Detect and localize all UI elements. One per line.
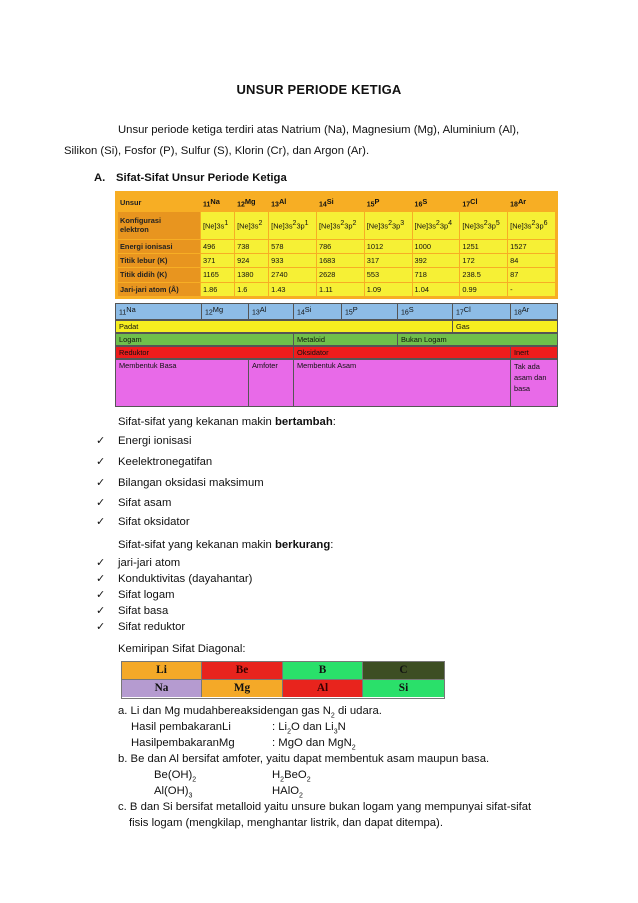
properties-table xyxy=(115,191,558,299)
value-cell: 1251 xyxy=(460,240,507,253)
row-label-energi: Energi ionisasi xyxy=(118,240,200,253)
trends-reduktor: Reduktor xyxy=(116,347,294,358)
value-cell: 786 xyxy=(317,240,364,253)
properties-header-al: $_{13}$Al xyxy=(269,194,316,211)
value-cell: 718 xyxy=(413,268,460,281)
increasing-intro: Sifat-sifat yang kekanan makin bertambah: xyxy=(118,416,336,428)
page-title: UNSUR PERIODE KETIGA xyxy=(236,82,402,97)
checkmark-icon: ✓ xyxy=(96,605,106,617)
value-cell: 1.04 xyxy=(413,283,460,296)
diagonal-cell-na: Na xyxy=(122,680,202,697)
value-cell: 924 xyxy=(235,254,268,267)
value-cell: 317 xyxy=(365,254,412,267)
trends-element-ar: $_{18}$Ar xyxy=(514,305,530,317)
properties-header-label: Unsur xyxy=(118,194,200,211)
value-cell: 1.86 xyxy=(201,283,234,296)
value-cell: 1380 xyxy=(235,268,268,281)
properties-header-cl: $_{17}$Cl xyxy=(460,194,507,211)
trends-inert: Inert xyxy=(514,348,529,357)
config-cell: $[Ne]3s^23p^2$ xyxy=(317,212,364,239)
checkmark-icon: ✓ xyxy=(96,516,106,528)
trends-redox-row xyxy=(115,346,558,359)
diagonal-cell-si: Si xyxy=(363,680,444,697)
config-cell: $[Ne]3s^1$ xyxy=(201,212,234,239)
trends-element-si: $_{14}$Si xyxy=(294,304,342,319)
properties-config-label: Konfigurasi elektron xyxy=(118,212,200,239)
value-cell: 1012 xyxy=(365,240,412,253)
trends-element-s: $_{16}$S xyxy=(398,304,453,319)
properties-header-si: $_{14}$Si xyxy=(317,194,364,211)
row-label-jari-jari: Jari-jari atom (Å) xyxy=(118,283,200,296)
trends-acidbase-row xyxy=(115,359,558,407)
note-c-line-2: fisis logam (mengkilap, menghantar listrik, dan dapat ditempa). xyxy=(129,817,443,829)
config-cell: $[Ne]3s^2$ xyxy=(235,212,268,239)
trends-membentuk-asam: Membentuk Asam xyxy=(294,360,511,406)
trends-element-p: $_{15}$P xyxy=(342,304,398,319)
note-b1-right: $H_2BeO_2$ xyxy=(272,769,311,784)
config-cell: $[Ne]3s^23p^1$ xyxy=(269,212,316,239)
checkmark-icon: ✓ xyxy=(96,497,106,509)
diagonal-cell-mg: Mg xyxy=(202,680,283,697)
value-cell: 2628 xyxy=(317,268,364,281)
diagonal-cell-b: B xyxy=(283,662,363,679)
value-cell: 1683 xyxy=(317,254,364,267)
section-a-heading xyxy=(94,172,287,184)
value-cell: 172 xyxy=(460,254,507,267)
list-item: ✓ Konduktivitas (dayahantar) xyxy=(96,573,253,585)
config-cell: $[Ne]3s^23p^5$ xyxy=(460,212,507,239)
trends-padat: Padat xyxy=(116,321,453,332)
properties-header-p: $_{15}$P xyxy=(365,194,412,211)
value-cell: 84 xyxy=(508,254,555,267)
note-b1-left: $Be(OH)_2$ xyxy=(154,769,197,784)
note-a1-label: Hasil pembakaranLi xyxy=(131,721,231,733)
config-cell: $[Ne]3s^23p^3$ xyxy=(365,212,412,239)
trends-gas: Gas xyxy=(456,322,470,331)
checkmark-icon: ✓ xyxy=(96,477,106,489)
value-cell: 1.09 xyxy=(365,283,412,296)
value-cell: 1.11 xyxy=(317,283,364,296)
value-cell: 1.6 xyxy=(235,283,268,296)
value-cell: - xyxy=(508,283,555,296)
value-cell: 1000 xyxy=(413,240,460,253)
list-item: ✓ Sifat logam xyxy=(96,589,175,601)
value-cell: 1165 xyxy=(201,268,234,281)
config-cell: $[Ne]3s^23p^4$ xyxy=(413,212,460,239)
checkmark-icon: ✓ xyxy=(96,456,106,468)
diagonal-divider xyxy=(122,679,444,680)
row-label-titik-lebur: Titik lebur (K) xyxy=(118,254,200,267)
note-b2-left: $Al(OH)_3$ xyxy=(154,785,193,800)
list-item: ✓ jari-jari atom xyxy=(96,557,181,569)
list-item: ✓ Sifat oksidator xyxy=(96,516,190,528)
diagonal-heading: Kemiripan Sifat Diagonal: xyxy=(118,643,246,655)
value-cell: 371 xyxy=(201,254,234,267)
checkmark-icon: ✓ xyxy=(96,589,106,601)
note-a1-value: : $Li_2O$ dan $Li_3N$ xyxy=(272,721,346,736)
value-cell: 2740 xyxy=(269,268,316,281)
checkmark-icon: ✓ xyxy=(96,435,106,447)
trends-logam: Logam xyxy=(116,334,294,345)
list-item: ✓ Keelektronegatifan xyxy=(96,456,213,468)
diagonal-cell-be: Be xyxy=(202,662,283,679)
trends-membentuk-basa: Membentuk Basa xyxy=(116,360,249,406)
config-cell: $[Ne]3s^23p^6$ xyxy=(508,212,555,239)
trends-element-al: $_{13}$Al xyxy=(249,304,294,319)
checkmark-icon: ✓ xyxy=(96,621,106,633)
trends-element-cl: $_{17}$Cl xyxy=(453,304,511,319)
value-cell: 392 xyxy=(413,254,460,267)
properties-header-mg: $_{12}$Mg xyxy=(235,194,268,211)
properties-header-na: $_{11}$Na xyxy=(201,194,234,211)
trends-table xyxy=(115,303,558,407)
value-cell: 496 xyxy=(201,240,234,253)
trends-metal-row xyxy=(115,333,558,346)
note-b: b. Be dan Al bersifat amfoter, yaitu dapat membentuk asam maupun basa. xyxy=(118,753,490,765)
list-item: ✓ Sifat asam xyxy=(96,497,172,509)
trends-element-na: $_{11}$Na xyxy=(116,304,202,319)
trends-phase-row xyxy=(115,320,558,333)
note-a: a. Li dan Mg mudahbereaksidengan gas $N_2$ di udara. xyxy=(118,705,382,720)
row-label-titik-didih: Titik didih (K) xyxy=(118,268,200,281)
checkmark-icon: ✓ xyxy=(96,573,106,585)
trends-elements-row xyxy=(115,303,558,320)
list-item: ✓ Sifat reduktor xyxy=(96,621,186,633)
list-item: ✓ Sifat basa xyxy=(96,605,169,617)
value-cell: 0.99 xyxy=(460,283,507,296)
list-item: ✓ Bilangan oksidasi maksimum xyxy=(96,477,264,489)
trends-element-mg: $_{12}$Mg xyxy=(202,304,249,319)
value-cell: 1527 xyxy=(508,240,555,253)
value-cell: 1.43 xyxy=(269,283,316,296)
note-a2-value: : MgO dan MgN$_2$ xyxy=(272,737,356,752)
decreasing-intro: Sifat-sifat yang kekanan makin berkurang: xyxy=(118,539,334,551)
value-cell: 738 xyxy=(235,240,268,253)
trends-metaloid: Metaloid xyxy=(294,334,398,345)
section-a-number: A. xyxy=(94,172,106,184)
value-cell: 578 xyxy=(269,240,316,253)
note-c-line-1: c. B dan Si bersifat metalloid yaitu unsure bukan logam yang mempunyai sifat-sifat xyxy=(118,801,532,813)
intro-line-2: Silikon (Si), Fosfor (P), Sulfur (S), Klorin (Cr), dan Argon (Ar). xyxy=(64,145,370,157)
value-cell: 238.5 xyxy=(460,268,507,281)
intro-line-1: Unsur periode ketiga terdiri atas Natrium (Na), Magnesium (Mg), Aluminium (Al), xyxy=(118,124,520,136)
properties-header-ar: $_{18}$Ar xyxy=(508,194,555,211)
diagonal-table xyxy=(121,661,445,699)
trends-bukan-logam: Bukan Logam xyxy=(401,335,447,344)
checkmark-icon: ✓ xyxy=(96,557,106,569)
diagonal-cell-c: C xyxy=(363,662,444,679)
section-a-title: Sifat-Sifat Unsur Periode Ketiga xyxy=(116,172,287,184)
diagonal-cell-al: Al xyxy=(283,680,363,697)
note-a2-label: HasilpembakaranMg xyxy=(131,737,235,749)
trends-tak-ada: Tak ada asam dan basa xyxy=(514,362,547,393)
properties-header-s: $_{16}$S xyxy=(413,194,460,211)
trends-oksidator: Oksidator xyxy=(294,347,511,358)
value-cell: 933 xyxy=(269,254,316,267)
value-cell: 87 xyxy=(508,268,555,281)
trends-amfoter: Amfoter xyxy=(249,360,294,406)
value-cell: 553 xyxy=(365,268,412,281)
list-item: ✓ Energi ionisasi xyxy=(96,435,192,447)
diagonal-cell-li: Li xyxy=(122,662,202,679)
note-b2-right: HAlO$_2$ xyxy=(272,785,303,800)
